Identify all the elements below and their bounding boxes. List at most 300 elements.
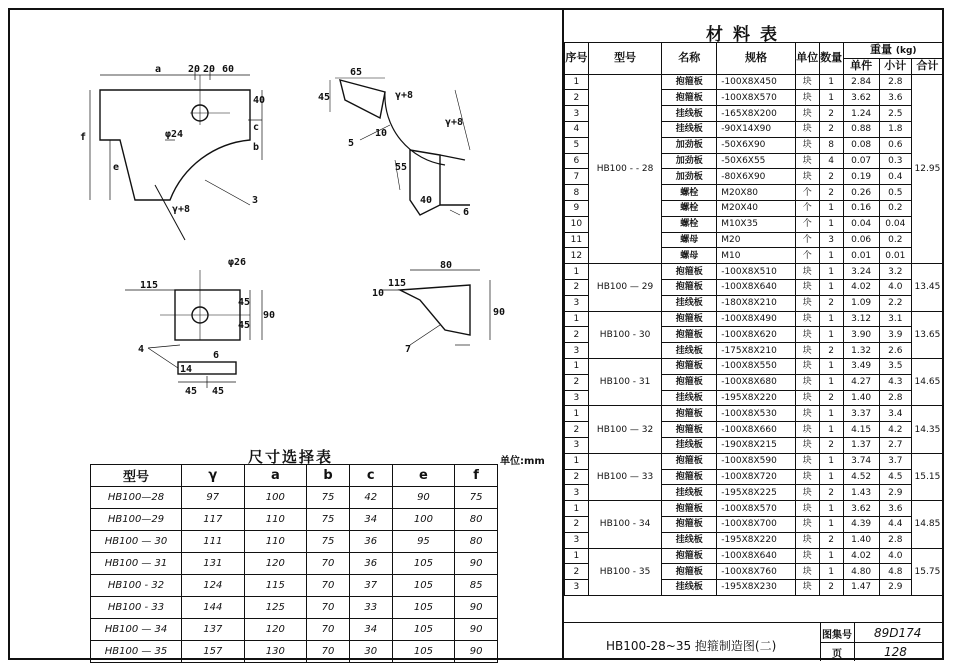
cell-qty: 1 [819, 90, 843, 106]
cell-seq: 2 [565, 90, 589, 106]
dimension-cell: 70 [307, 619, 350, 641]
dimension-cell: 30 [349, 641, 392, 663]
cell-seq: 2 [565, 516, 589, 532]
cell-qty: 1 [819, 469, 843, 485]
label-45b: 45 [238, 320, 251, 331]
dimension-cell: 120 [244, 619, 307, 641]
part-5-outline [340, 80, 385, 118]
cell-seq: 5 [565, 137, 589, 153]
cell-subtotal: 0.4 [879, 169, 911, 185]
cell-qty: 1 [819, 548, 843, 564]
dimension-cell: HB100 — 31 [91, 553, 182, 575]
cell-spec: -195X8X225 [717, 485, 796, 501]
cell-qty: 1 [819, 216, 843, 232]
cell-total: 14.35 [911, 406, 943, 453]
label-part6: 6 [463, 207, 470, 218]
dimension-cell: 120 [244, 553, 307, 575]
cell-name: 挂线板 [662, 532, 717, 548]
label-6: 6 [213, 350, 220, 361]
cell-qty: 2 [819, 343, 843, 359]
cell-seq: 3 [565, 437, 589, 453]
cell-qty: 3 [819, 232, 843, 248]
cell-spec: M20X40 [717, 200, 796, 216]
cell-unit: 块 [795, 311, 819, 327]
dimension-header: c [349, 465, 392, 487]
cell-qty: 1 [819, 516, 843, 532]
dimension-header: γ [182, 465, 245, 487]
cell-spec: -195X8X230 [717, 580, 796, 596]
cell-name: 螺栓 [662, 200, 717, 216]
dimension-unit-note: 单位:mm [500, 456, 545, 467]
cell-subtotal: 3.9 [879, 327, 911, 343]
cell-per-piece: 4.02 [843, 279, 879, 295]
cell-per-piece: 0.08 [843, 137, 879, 153]
dimension-cell: 36 [349, 553, 392, 575]
dimension-cell: 97 [182, 487, 245, 509]
dimension-cell: 110 [244, 531, 307, 553]
dimension-cell: 75 [307, 487, 350, 509]
cell-unit: 块 [795, 169, 819, 185]
cell-subtotal: 3.1 [879, 311, 911, 327]
label-a: a [155, 64, 162, 75]
cell-per-piece: 1.47 [843, 580, 879, 596]
dimension-row [91, 509, 498, 531]
cell-unit: 个 [795, 248, 819, 264]
cell-per-piece: 1.40 [843, 532, 879, 548]
cell-unit: 块 [795, 516, 819, 532]
cell-per-piece: 4.15 [843, 422, 879, 438]
cell-seq: 3 [565, 106, 589, 122]
dimension-header: b [307, 465, 350, 487]
cell-spec: M20X80 [717, 185, 796, 201]
dimension-cell: 157 [182, 641, 245, 663]
cell-spec: M20 [717, 232, 796, 248]
dimension-row [91, 531, 498, 553]
cell-name: 螺母 [662, 232, 717, 248]
cell-qty: 8 [819, 137, 843, 153]
dimension-cell: 105 [392, 575, 455, 597]
cell-seq: 2 [565, 327, 589, 343]
cell-name: 抱箍板 [662, 279, 717, 295]
cell-subtotal: 4.5 [879, 469, 911, 485]
cell-spec: -90X14X90 [717, 121, 796, 137]
cell-subtotal: 4.8 [879, 564, 911, 580]
dimension-cell: 124 [182, 575, 245, 597]
label-80: 80 [440, 260, 453, 271]
cell-subtotal: 3.5 [879, 358, 911, 374]
cell-qty: 2 [819, 106, 843, 122]
cell-subtotal: 2.6 [879, 343, 911, 359]
cell-unit: 块 [795, 374, 819, 390]
material-row [565, 548, 944, 564]
cell-name: 加劲板 [662, 169, 717, 185]
cell-spec: -175X8X210 [717, 343, 796, 359]
cell-per-piece: 4.52 [843, 469, 879, 485]
cell-spec: -100X8X700 [717, 516, 796, 532]
dimension-row [91, 575, 498, 597]
cell-model: HB100 — 29 [588, 264, 662, 311]
dimension-cell: 105 [392, 641, 455, 663]
header-model: 型号 [588, 43, 662, 75]
dimension-cell: 125 [244, 597, 307, 619]
cell-spec: M10X35 [717, 216, 796, 232]
cell-qty: 1 [819, 279, 843, 295]
cell-subtotal: 2.5 [879, 106, 911, 122]
label-c: c [253, 122, 260, 133]
cell-unit: 块 [795, 295, 819, 311]
cell-unit: 块 [795, 580, 819, 596]
cell-model: HB100 - 34 [588, 501, 662, 548]
cell-name: 挂线板 [662, 295, 717, 311]
dimension-cell: 105 [392, 597, 455, 619]
cell-seq: 11 [565, 232, 589, 248]
cell-unit: 块 [795, 422, 819, 438]
label-10b: 10 [372, 288, 385, 299]
label-e: e [113, 162, 120, 173]
cell-spec: -100X8X490 [717, 311, 796, 327]
material-row [565, 406, 944, 422]
cell-qty: 1 [819, 406, 843, 422]
cell-spec: -165X8X200 [717, 106, 796, 122]
dimension-cell: 105 [392, 619, 455, 641]
cell-qty: 2 [819, 485, 843, 501]
cell-name: 挂线板 [662, 485, 717, 501]
atlas-label: 图集号 [822, 630, 852, 641]
cell-seq: 3 [565, 390, 589, 406]
cell-qty: 2 [819, 390, 843, 406]
cell-unit: 块 [795, 390, 819, 406]
cell-name: 抱箍板 [662, 74, 717, 90]
cell-spec: -100X8X570 [717, 501, 796, 517]
cell-name: 抱箍板 [662, 90, 717, 106]
cell-subtotal: 0.5 [879, 185, 911, 201]
cell-name: 抱箍板 [662, 516, 717, 532]
label-45: 45 [318, 92, 331, 103]
cell-name: 抱箍板 [662, 501, 717, 517]
dimension-cell: 115 [244, 575, 307, 597]
title-block [564, 622, 944, 661]
cell-name: 抱箍板 [662, 564, 717, 580]
dimension-cell: 85 [455, 575, 498, 597]
cell-per-piece: 2.84 [843, 74, 879, 90]
cell-seq: 2 [565, 279, 589, 295]
material-table [564, 42, 944, 596]
cell-total: 14.65 [911, 358, 943, 405]
cell-per-piece: 3.62 [843, 90, 879, 106]
cell-subtotal: 2.7 [879, 437, 911, 453]
cell-unit: 块 [795, 485, 819, 501]
cell-unit: 块 [795, 264, 819, 280]
dimension-cell: 100 [244, 487, 307, 509]
cell-per-piece: 3.62 [843, 501, 879, 517]
dimension-row [91, 553, 498, 575]
cell-unit: 块 [795, 501, 819, 517]
dimension-cell: 130 [244, 641, 307, 663]
dimension-row [91, 487, 498, 509]
cell-unit: 块 [795, 106, 819, 122]
dimension-cell: 90 [392, 487, 455, 509]
dimension-cell: 131 [182, 553, 245, 575]
dimension-cell: 70 [307, 553, 350, 575]
cell-total: 15.15 [911, 453, 943, 500]
cell-per-piece: 4.02 [843, 548, 879, 564]
cell-subtotal: 2.2 [879, 295, 911, 311]
cell-subtotal: 2.9 [879, 580, 911, 596]
cell-seq: 1 [565, 548, 589, 564]
cell-unit: 块 [795, 406, 819, 422]
cell-spec: -50X6X55 [717, 153, 796, 169]
cell-qty: 1 [819, 422, 843, 438]
label-phi24: φ24 [165, 129, 184, 140]
cell-name: 加劲板 [662, 137, 717, 153]
cell-subtotal: 0.2 [879, 200, 911, 216]
cell-per-piece: 3.74 [843, 453, 879, 469]
cell-unit: 块 [795, 90, 819, 106]
cell-seq: 8 [565, 185, 589, 201]
cell-name: 抱箍板 [662, 406, 717, 422]
label-r8c: γ+8 [445, 117, 464, 128]
dimension-cell: 111 [182, 531, 245, 553]
dimension-cell: 70 [307, 575, 350, 597]
cell-seq: 3 [565, 343, 589, 359]
label-45d: 45 [212, 386, 225, 397]
cell-unit: 块 [795, 469, 819, 485]
cell-seq: 7 [565, 169, 589, 185]
cell-spec: -100X8X640 [717, 548, 796, 564]
cell-qty: 4 [819, 153, 843, 169]
dimension-cell: 110 [244, 509, 307, 531]
cell-subtotal: 1.8 [879, 121, 911, 137]
cell-name: 抱箍板 [662, 311, 717, 327]
cell-per-piece: 1.40 [843, 390, 879, 406]
cell-per-piece: 1.43 [843, 485, 879, 501]
cell-seq: 1 [565, 406, 589, 422]
cell-unit: 块 [795, 358, 819, 374]
dimension-cell: HB100 — 30 [91, 531, 182, 553]
cell-seq: 9 [565, 200, 589, 216]
dimension-cell: 75 [455, 487, 498, 509]
cell-spec: -195X8X220 [717, 390, 796, 406]
label-90b: 90 [493, 307, 506, 318]
cell-per-piece: 3.24 [843, 264, 879, 280]
cell-model: HB100 — 32 [588, 406, 662, 453]
page-label: 页 [832, 649, 842, 660]
cell-subtotal: 2.8 [879, 74, 911, 90]
dimension-cell: 137 [182, 619, 245, 641]
cell-unit: 个 [795, 216, 819, 232]
cell-name: 抱箍板 [662, 453, 717, 469]
cell-seq: 1 [565, 311, 589, 327]
cell-unit: 块 [795, 548, 819, 564]
dimension-cell: 80 [455, 509, 498, 531]
header-name: 名称 [662, 43, 717, 75]
dimension-header: e [392, 465, 455, 487]
cell-spec: -190X8X215 [717, 437, 796, 453]
cell-subtotal: 0.2 [879, 232, 911, 248]
cell-name: 挂线板 [662, 106, 717, 122]
label-60: 60 [222, 64, 235, 75]
cell-unit: 块 [795, 564, 819, 580]
cell-per-piece: 0.26 [843, 185, 879, 201]
dimension-cell: 34 [349, 509, 392, 531]
cell-spec: -100X8X660 [717, 422, 796, 438]
label-14: 14 [180, 364, 193, 375]
cell-per-piece: 0.19 [843, 169, 879, 185]
cell-seq: 1 [565, 358, 589, 374]
cell-spec: -100X8X450 [717, 74, 796, 90]
cell-per-piece: 4.27 [843, 374, 879, 390]
cell-unit: 块 [795, 343, 819, 359]
cell-per-piece: 0.07 [843, 153, 879, 169]
cell-subtotal: 0.3 [879, 153, 911, 169]
cell-subtotal: 4.0 [879, 548, 911, 564]
dimension-cell: 95 [392, 531, 455, 553]
cell-name: 挂线板 [662, 580, 717, 596]
cell-total: 15.75 [911, 548, 943, 595]
dimension-cell: HB100 - 32 [91, 575, 182, 597]
page-number: 128 [884, 645, 907, 659]
label-45c: 45 [185, 386, 198, 397]
cell-spec: -100X8X760 [717, 564, 796, 580]
cell-seq: 1 [565, 74, 589, 90]
cell-unit: 块 [795, 279, 819, 295]
label-115: 115 [140, 280, 159, 291]
cell-subtotal: 2.8 [879, 532, 911, 548]
cell-model: HB100 - 35 [588, 548, 662, 595]
label-115b: 115 [388, 278, 407, 289]
material-row [565, 501, 944, 517]
cell-subtotal: 3.6 [879, 501, 911, 517]
cell-qty: 2 [819, 532, 843, 548]
dimension-header: 型号 [91, 465, 182, 487]
label-20b: 20 [203, 64, 216, 75]
engineering-drawing [0, 0, 562, 420]
cell-unit: 块 [795, 437, 819, 453]
material-row [565, 453, 944, 469]
dimension-cell: HB100 — 34 [91, 619, 182, 641]
cell-qty: 1 [819, 248, 843, 264]
cell-seq: 12 [565, 248, 589, 264]
cell-per-piece: 1.09 [843, 295, 879, 311]
header-seq: 序号 [565, 43, 589, 75]
cell-subtotal: 3.2 [879, 264, 911, 280]
dimension-cell: 75 [307, 509, 350, 531]
cell-qty: 1 [819, 358, 843, 374]
cell-per-piece: 3.12 [843, 311, 879, 327]
dimension-cell: 34 [349, 619, 392, 641]
dimension-cell: HB100 — 35 [91, 641, 182, 663]
dimension-cell: 144 [182, 597, 245, 619]
cell-per-piece: 4.39 [843, 516, 879, 532]
cell-unit: 个 [795, 232, 819, 248]
cell-subtotal: 4.2 [879, 422, 911, 438]
cell-spec: -100X8X720 [717, 469, 796, 485]
cell-unit: 个 [795, 185, 819, 201]
material-row [565, 358, 944, 374]
header-qty: 数量 [819, 43, 843, 75]
header-subtotal: 小计 [879, 58, 911, 74]
cell-name: 抱箍板 [662, 548, 717, 564]
cell-qty: 2 [819, 121, 843, 137]
cell-model: HB100 - 30 [588, 311, 662, 358]
label-part3: 3 [252, 195, 259, 206]
dimension-cell: 90 [455, 553, 498, 575]
cell-per-piece: 1.24 [843, 106, 879, 122]
cell-name: 抱箍板 [662, 469, 717, 485]
cell-seq: 3 [565, 295, 589, 311]
dimension-cell: 75 [307, 531, 350, 553]
cell-name: 螺栓 [662, 216, 717, 232]
cell-qty: 1 [819, 327, 843, 343]
dimension-table [90, 464, 498, 663]
cell-seq: 2 [565, 564, 589, 580]
label-phi26: φ26 [228, 257, 247, 268]
dimension-cell: 42 [349, 487, 392, 509]
dimension-header: f [455, 465, 498, 487]
header-weight: 重量 (kg) [843, 43, 943, 59]
cell-model: HB100 — 33 [588, 453, 662, 500]
cell-subtotal: 3.7 [879, 453, 911, 469]
cell-subtotal: 3.6 [879, 90, 911, 106]
cell-seq: 3 [565, 485, 589, 501]
cell-name: 抱箍板 [662, 422, 717, 438]
dimension-cell: 33 [349, 597, 392, 619]
dimension-cell: 90 [455, 597, 498, 619]
cell-qty: 1 [819, 74, 843, 90]
cell-qty: 1 [819, 311, 843, 327]
dimension-cell: 36 [349, 531, 392, 553]
cell-name: 抱箍板 [662, 327, 717, 343]
dimension-cell: 37 [349, 575, 392, 597]
cell-spec: -100X8X680 [717, 374, 796, 390]
cell-qty: 2 [819, 580, 843, 596]
cell-name: 螺栓 [662, 185, 717, 201]
cell-unit: 块 [795, 327, 819, 343]
cell-per-piece: 3.37 [843, 406, 879, 422]
part-3-outline [100, 90, 250, 200]
cell-per-piece: 0.01 [843, 248, 879, 264]
dimension-cell: HB100—29 [91, 509, 182, 531]
dimension-cell: HB100 - 33 [91, 597, 182, 619]
part-7-outline [400, 285, 470, 335]
cell-qty: 2 [819, 185, 843, 201]
material-row [565, 311, 944, 327]
label-20a: 20 [188, 64, 201, 75]
cell-unit: 块 [795, 453, 819, 469]
label-b: b [253, 142, 260, 153]
label-40: 40 [253, 95, 266, 106]
header-unit: 单位 [795, 43, 819, 75]
cell-spec: -180X8X210 [717, 295, 796, 311]
cell-spec: -195X8X220 [717, 532, 796, 548]
cell-spec: -80X6X90 [717, 169, 796, 185]
label-f: f [80, 132, 87, 143]
cell-subtotal: 2.9 [879, 485, 911, 501]
cell-qty: 1 [819, 200, 843, 216]
material-row [565, 264, 944, 280]
label-40b: 40 [420, 195, 433, 206]
cell-name: 加劲板 [662, 153, 717, 169]
dimension-cell: 90 [455, 641, 498, 663]
cell-unit: 块 [795, 137, 819, 153]
cell-subtotal: 0.01 [879, 248, 911, 264]
cell-unit: 块 [795, 153, 819, 169]
cell-unit: 个 [795, 200, 819, 216]
cell-seq: 6 [565, 153, 589, 169]
cell-spec: -100X8X590 [717, 453, 796, 469]
cell-per-piece: 0.88 [843, 121, 879, 137]
cell-per-piece: 0.16 [843, 200, 879, 216]
